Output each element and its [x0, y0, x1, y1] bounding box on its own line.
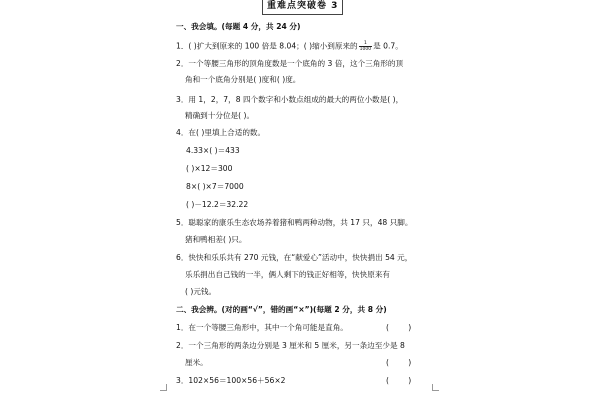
question-4-equation-2: ( )×12＝300: [186, 164, 233, 173]
judge-item-2-text-2: 厘米。: [185, 358, 208, 367]
question-1: [176, 41, 403, 52]
judge-item-2-answer-paren: ( ): [386, 358, 412, 367]
question-3-line-1: 3．用 1，2，7，8 四个数字和小数点组成的最大的两位小数是( )，: [176, 95, 404, 104]
question-1-text-b: 是 0.7。: [373, 41, 403, 51]
question-4-equation-3: 8×( )×7＝7000: [186, 182, 244, 191]
page-corner-mark-left: [160, 384, 167, 391]
page-title: 重难点突破卷 3: [262, 0, 343, 15]
judge-item-3-text: 3．102×56＝100×56＋56×2: [176, 376, 286, 385]
fraction-numerator: 1: [359, 41, 372, 47]
judge-item-2-text: 2．一个三角形的两条边分别是 3 厘米和 5 厘米，另一条边至少是 8: [176, 341, 405, 350]
question-5-line-1: 5．聪聪家的康乐生态农场养着猪和鸭两种动物，共 17 只，48 只脚。: [176, 218, 413, 227]
section-one-heading: 一、我会填。(每题 4 分，共 24 分): [176, 22, 301, 31]
judge-item-1-text: 1．在一个等腰三角形中，其中一个角可能是直角。: [176, 323, 348, 332]
page-corner-mark-right: [432, 384, 439, 391]
question-4-line-1: 4．在( )里填上合适的数。: [176, 128, 266, 137]
question-6-line-2: 乐乐捐出自己钱的一半，俩人剩下的钱正好相等，快快原来有: [185, 270, 391, 279]
question-3-line-2: 精确到十分位是( )。: [185, 111, 255, 120]
fraction-denominator: 1000: [359, 47, 372, 52]
question-4-equation-1: 4.33×( )＝433: [186, 146, 240, 155]
judge-item-1-answer-paren: ( ): [386, 323, 412, 332]
question-2-line-2: 角和一个底角分别是( )度和( )度。: [185, 75, 301, 84]
question-6-line-3: ( )元钱。: [185, 287, 217, 296]
section-two-heading: 二、我会辨。(对的画“√”，错的画“×”)(每题 2 分，共 8 分): [176, 305, 387, 314]
question-5-line-2: 猪和鸭相差( )只。: [185, 235, 247, 244]
fraction-one-thousandth: [359, 41, 372, 52]
question-1-text-a: 1．( )扩大到原来的 100 倍是 8.04；( )缩小到原来的: [176, 41, 358, 51]
question-2-line-1: 2．一个等腰三角形的顶角度数是一个底角的 3 倍，这个三角形的顶: [176, 59, 404, 68]
judge-item-3-answer-paren: ( ): [386, 376, 412, 385]
question-4-equation-4: ( )－12.2＝32.22: [186, 200, 249, 209]
question-6-line-1: 6．快快和乐乐共有 270 元钱，在“献爱心”活动中，快快捐出 54 元，: [176, 253, 413, 262]
